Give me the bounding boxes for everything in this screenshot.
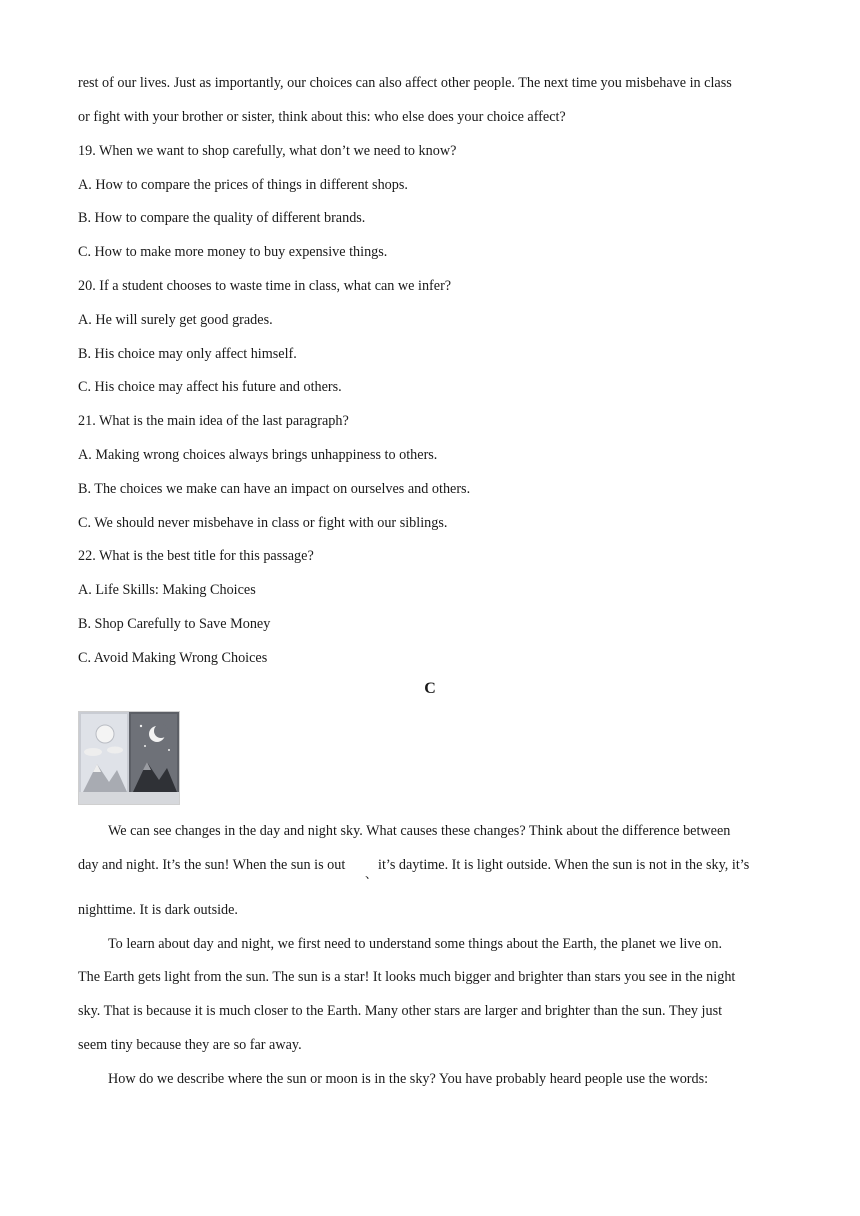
passage-c-text-line: it’s daytime. It is light outside. When the sun is not in the sky, it’s <box>378 857 750 873</box>
q21-option-c: C. We should never misbehave in class or fight with our siblings. <box>78 515 448 531</box>
question-21: 21. What is the main idea of the last paragraph? <box>78 413 349 429</box>
q21-option-a: A. Making wrong choices always brings unhappiness to others. <box>78 447 438 463</box>
passage-c-text-line: day and night. It’s the sun! When the sun is out <box>78 857 346 873</box>
question-22: 22. What is the best title for this passage? <box>78 548 314 564</box>
stray-comma-mark: 、 <box>365 867 378 881</box>
section-heading: C <box>424 680 436 697</box>
question-20: 20. If a student chooses to waste time in class, what can we infer? <box>78 278 452 294</box>
q21-option-b: B. The choices we make can have an impact on ourselves and others. <box>78 481 471 497</box>
passage-c-text-line: To learn about day and night, we first need to understand some things about the Earth, the planet we live on. <box>108 936 723 952</box>
q19-option-b: B. How to compare the quality of different brands. <box>78 210 366 226</box>
question-19: 19. When we want to shop carefully, what don’t we need to know? <box>78 143 457 159</box>
passage-text-line: or fight with your brother or sister, think about this: who else does your choice affect? <box>78 109 566 125</box>
q22-option-b: B. Shop Carefully to Save Money <box>78 616 271 632</box>
passage-c-text-line: The Earth gets light from the sun. The sun is a star! It looks much bigger and brighter than stars you see in the night <box>78 969 736 985</box>
passage-c-text-line: How do we describe where the sun or moon is in the sky? You have probably heard people use the words: <box>108 1071 709 1087</box>
q19-option-c: C. How to make more money to buy expensive things. <box>78 244 388 260</box>
q20-option-c: C. His choice may affect his future and others. <box>78 379 342 395</box>
q19-option-a: A. How to compare the prices of things in different shops. <box>78 177 408 193</box>
passage-c-text-line: We can see changes in the day and night sky. What causes these changes? Think about the difference between <box>108 823 731 839</box>
passage-c-text-line: sky. That is because it is much closer to the Earth. Many other stars are larger and brighter than the sun. They just <box>78 1003 723 1019</box>
passage-c-text-line: seem tiny because they are so far away. <box>78 1037 302 1053</box>
q20-option-a: A. He will surely get good grades. <box>78 312 273 328</box>
q22-option-c: C. Avoid Making Wrong Choices <box>78 650 268 666</box>
day-night-illustration <box>78 711 180 805</box>
passage-text-line: rest of our lives. Just as importantly, our choices can also affect other people. The next time you misbehave in class <box>78 75 732 91</box>
q22-option-a: A. Life Skills: Making Choices <box>78 582 256 598</box>
q20-option-b: B. His choice may only affect himself. <box>78 346 297 362</box>
passage-c-text-line: nighttime. It is dark outside. <box>78 902 238 918</box>
